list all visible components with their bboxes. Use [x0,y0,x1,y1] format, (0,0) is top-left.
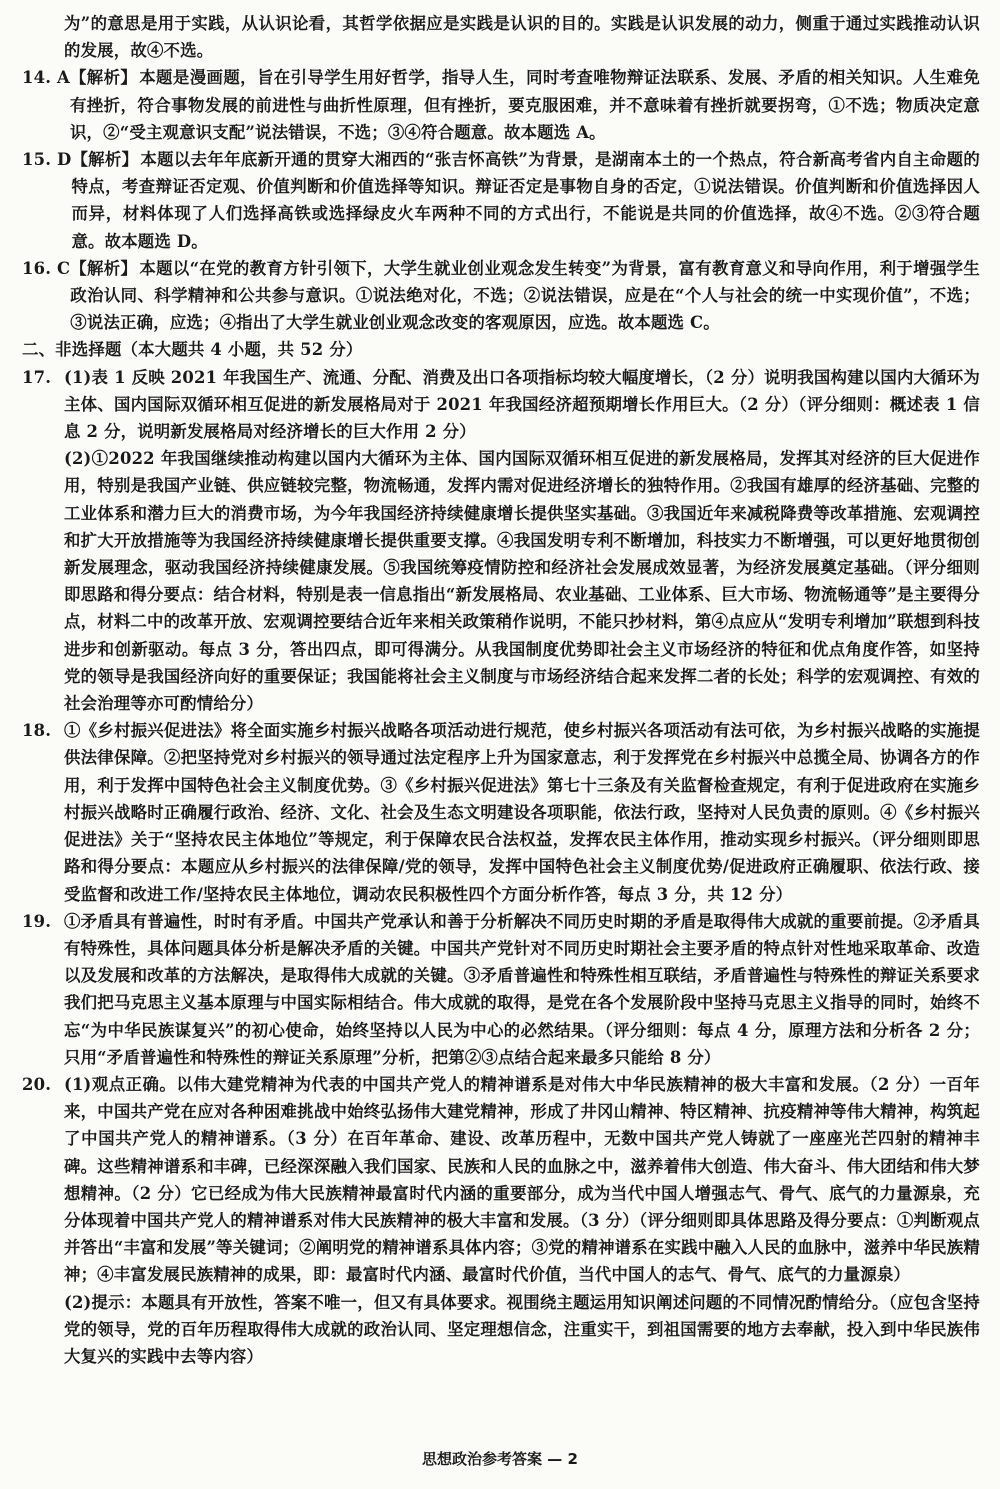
answer-part-2: (2)提示：本题具有开放性，答案不唯一，但又有具体要求。视围绕主题运用知识阐述问题的不同情况酌情给分。（应包含坚持党的领导，党的百年历程取得伟大成就的政治认同、坚定理想信念，注重实干，到祖国需要的地方去奉献，投入到中华民族伟大复兴的实践中去等内容） [64,1292,980,1366]
answer-item-17 [22,364,980,718]
answer-item-15 [22,146,980,255]
answer-item-16 [22,255,980,337]
analysis-text: 本题以去年年底新开通的贯穿大湘西的“张吉怀高铁”为背景，是湖南本土的一个热点，符合新高考省内自主命题的特点，考查辩证否定观、价值判断和价值选择等知识。辩证否定是事物自身的否定，①说法错误。价值判断和价值选择因人而异，材料体现了人们选择高铁或选择绿皮火车两种不同的方式出行，不能说是共同的价值选择，故④不选。②③符合题意。故本题选 D。 [71,150,980,251]
item-number: 14. A [22,68,70,88]
analysis-tag: 【解析】 [71,150,139,170]
answer-text: ①《乡村振兴促进法》将全面实施乡村振兴战略各项活动进行规范，使乡村振兴各项活动有法可依，为乡村振兴战略的实施提供法律保障。②把坚持党对乡村振兴的领导通过法定程序上升为国家意志，利于发挥党在乡村振兴中总揽全局、协调各方的作用，利于发挥中国特色社会主义制度优势。③《乡村振兴促进法》第七十三条及有关监督检查规定，有利于促进政府在实施乡村振兴战略时正确履行政治、经济、文化、社会及生态文明建设各项职能，依法行政，坚持对人民负责的原则。④《乡村振兴促进法》关于“坚持农民主体地位”等规定，利于保障农民合法权益，发挥农民主体作用，推动实现乡村振兴。（评分细则即思路和得分要点：本题应从乡村振兴的法律保障/党的领导，发挥中国特色社会主义制度优势/促进政府正确履职、依法行政、接受监督和改进工作/坚持农民主体地位，调动农民积极性四个方面分析作答，每点 3 分，共 12 分） [64,721,980,904]
item-number: 19. [22,911,52,931]
page-footer: 思想政治参考答案 — 2 [422,1450,578,1468]
item-number: 15. D [22,150,72,170]
item-number: 20. [22,1074,52,1094]
analysis-text: 本题是漫画题，旨在引导学生用好哲学，指导人生，同时考查唯物辩证法联系、发展、矛盾的相关知识。人生难免有挫折，符合事物发展的前进性与曲折性原理，但有挫折，要克服困难，并不意味着有挫折就要拐弯，①不选；物质决定意识，②“受主观意识支配”说法错误，不选；③④符合题意。故本题选 A。 [69,68,980,142]
answer-item-14 [22,64,980,146]
answer-text: ①矛盾具有普遍性，时时有矛盾。中国共产党承认和善于分析解决不同历史时期的矛盾是取得伟大成就的重要前提。②矛盾具有特殊性，具体问题具体分析是解决矛盾的关键。中国共产党针对不同历史时期社会主要矛盾的特点针对性地采取革命、改造以及发展和改革的方法解决，是取得伟大成就的关键。③矛盾普遍性和特殊性相互联结，矛盾普遍性与特殊性的辩证关系要求我们把马克思主义基本原理与中国实际相结合。伟大成就的取得，是党在各个发展阶段中坚持马克思主义指导的同时，始终不忘“为中华民族谋复兴”的初心使命，始终坚持以人民为中心的必然结果。（评分细则：每点 4 分，原理方法和分析各 2 分；只用“矛盾普遍性和特殊性的辩证关系原理”分析，把第②③点结合起来最多只能给 8 分） [64,911,980,1067]
answer-part-1: (1)观点正确。以伟大建党精神为代表的中国共产党人的精神谱系是对伟大中华民族精神的极大丰富和发展。（2 分）一百年来，中国共产党在应对各种困难挑战中始终弘扬伟大建党精神，形成了井冈山精神、特区精神、抗疫精神等伟大精神，构筑起了中国共产党人的精神谱系。（3 分）在百年革命、建设、改革历程中，无数中国共产党人铸就了一座座光芒四射的精神丰碑。这些精神谱系和丰碑，已经深深融入我们国家、民族和人民的血脉之中，滋养着伟大创造、伟大奋斗、伟大团结和伟大梦想精神。（2 分）它已经成为伟大民族精神最富时代内涵的重要部分，成为当代中国人增强志气、骨气、底气的力量源泉，充分体现着中国共产党人的精神谱系对伟大民族精神的极大丰富和发展。（3 分）（评分细则即具体思路及得分要点：①判断观点并答出“丰富和发展”等关键词；②阐明党的精神谱系具体内容；③党的精神谱系在实践中融入人民的血脉中，滋养中华民族精神；④丰富发展民族精神的成果，即：最富时代内涵、最富时代价值，当代中国人的志气、骨气、底气的力量源泉） [64,1074,980,1285]
item-number: 17. [22,367,52,387]
section-heading: 二、非选择题（本大题共 4 小题，共 52 分） [22,340,363,360]
item-number: 16. C [22,258,71,278]
answer-page [22,10,980,1370]
analysis-tag: 【解析】 [69,68,138,88]
answer-item-20 [22,1071,980,1370]
analysis-tag: 【解析】 [70,258,138,278]
answer-part-2: (2)①2022 年我国继续推动构建以国内大循环为主体、国内国际双循环相互促进的新发展格局，发挥其对经济的巨大促进作用，特别是我国产业链、供应链较完整，物流畅通，发挥内需对促进经济增长的独特作用。②我国有雄厚的经济基础、完整的工业体系和潜力巨大的消费市场，为今年我国经济持续健康增长提供坚实基础。③我国近年来减税降费等改革措施、宏观调控和扩大开放措施等为我国经济持续健康增长提供重要支撑。④我国发明专利不断增加，科技实力不断增强，可以更好地贯彻创新发展理念，驱动我国经济持续健康发展。⑤我国统筹疫情防控和经济社会发展成效显著，为经济发展奠定基础。（评分细则即思路和得分要点：结合材料，特别是表一信息指出“新发展格局、农业基础、工业体系、巨大市场、物流畅通等”是主要得分点，材料二中的改革开放、宏观调控要结合近年来相关政策稍作说明，不能只抄材料，第④点应从“发明专利增加”联想到科技进步和创新驱动。每点 3 分，答出四点，即可得满分。从我国制度优势即社会主义市场经济的特征和优点角度作答，如坚持党的领导是我国经济向好的重要保证；我国能将社会主义制度与市场经济结合起来发挥二者的长处；科学的宏观调控、有效的社会治理等亦可酌情给分） [64,449,980,714]
previous-item-continuation: 为”的意思是用于实践，从认识论看，其哲学依据应是实践是认识的目的。实践是认识发展的动力，侧重于通过实践推动认识的发展，故④不选。 [64,14,980,61]
analysis-text: 本题以“在党的教育方针引领下，大学生就业创业观念发生转变”为背景，富有教育意义和导向作用，利于增强学生政治认同、科学精神和公共参与意识。①说法绝对化，不选；②说法错误，应是在“个人与社会的统一中实现价值”，不选；③说法正确，应选；④指出了大学生就业创业观念改变的客观原因，应选。故本题选 C。 [70,258,980,333]
answer-item-18 [22,717,980,907]
answer-part-1: (1)表 1 反映 2021 年我国生产、流通、分配、消费及出口各项指标均较大幅度增长，（2 分）说明我国构建以国内大循环为主体、国内国际双循环相互促进的新发展格局对于 2021 年我国经济超预期增长作用巨大。（2 分）（评分细则：概述表 1 信息 2 分，说明新发展格局对经济增长的巨大作用 2 分） [64,367,980,442]
item-number: 18. [22,721,52,741]
answer-item-19 [22,908,980,1071]
